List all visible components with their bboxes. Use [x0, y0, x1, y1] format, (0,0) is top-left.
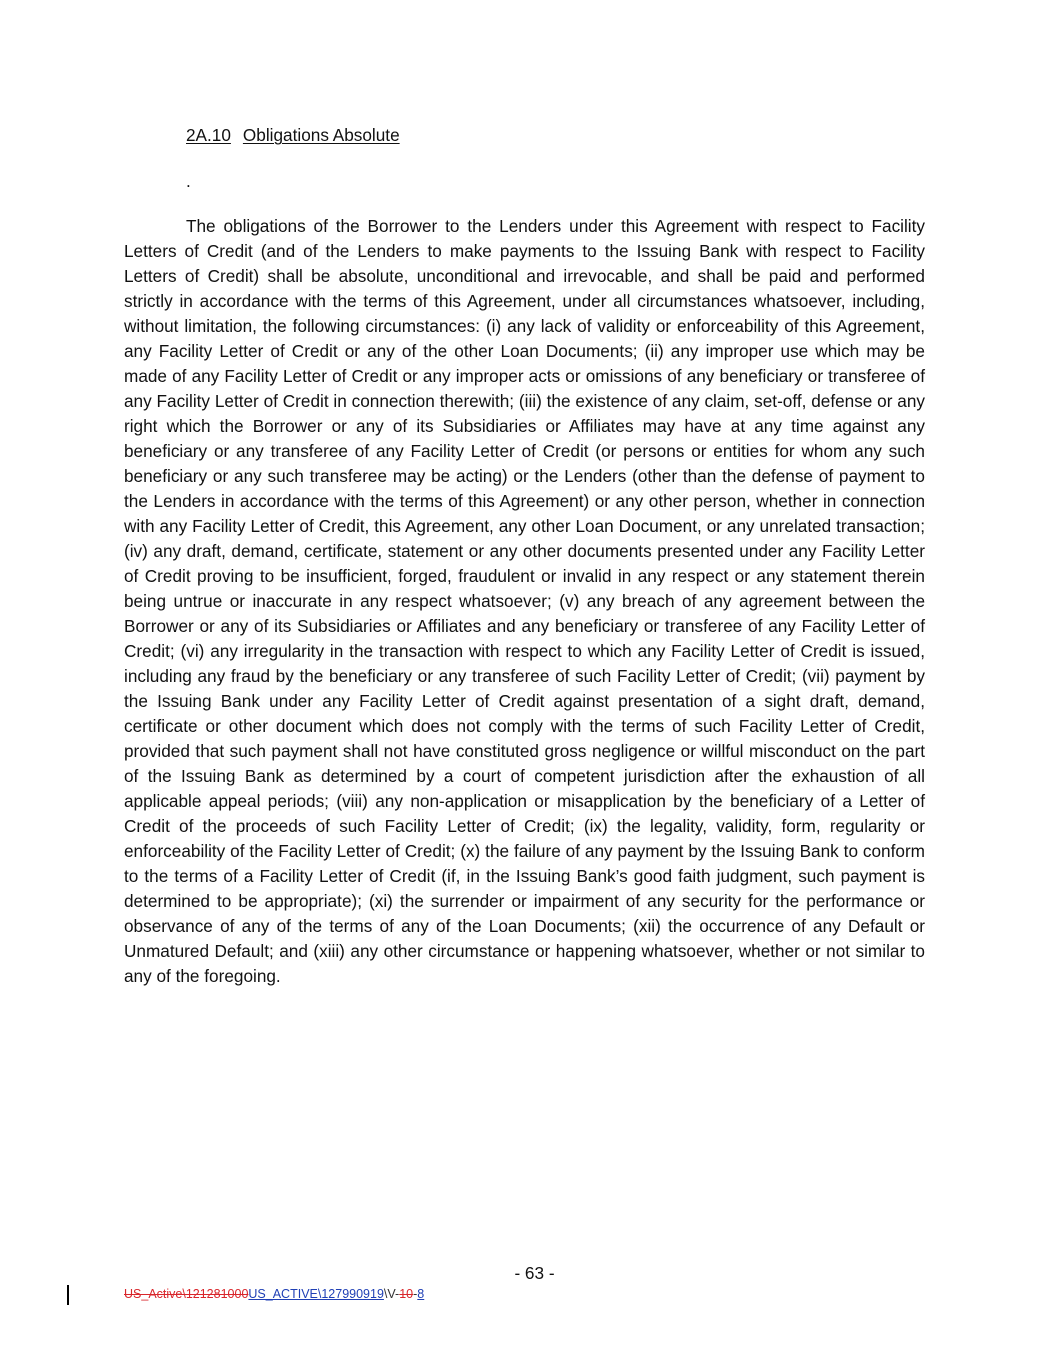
section-title: Obligations Absolute — [242, 125, 400, 145]
footer-document-reference: US_Active\121281000US_ACTIVE\127990919\V-10-8 — [124, 1287, 425, 1301]
section-number: 2A.10 — [186, 125, 231, 145]
deleted-version-number: 10 — [399, 1287, 414, 1301]
page-number: - 63 - — [514, 1263, 555, 1283]
stray-period: . — [186, 171, 191, 191]
version-prefix: \V- — [383, 1287, 400, 1301]
body-paragraph: The obligations of the Borrower to the Lenders under this Agreement with respect to Facility Letters of Credit (and of the Lenders to make payments to the Issuing Bank with respect to Facility Letters of Credit) shall be absolute, unconditional and irrevocable, and shall be paid and performed strictly in accordance with the terms of this Agreement, under all circumstances whatsoever, including, without limitation, the following circumstances: (i) any lack of validity or enforceability of this Agreement, any Facility Letter of Credit or any of the other Loan Documents; (ii) any improper use which may be made of any Facility Letter of Credit or any improper acts or omissions of any beneficiary or transferee of any Facility Letter of Credit in connection therewith; (iii) the existence of any claim, set-off, defense or any right which the Borrower or any of its Subsidiaries or Affiliates may have at any time against any beneficiary or any transferee of any Facility Letter of Credit (or persons or entities for whom any such beneficiary or any such transferee may be acting) or the Lenders (other than the defense of payment to the Lenders in accordance with the terms of this Agreement) or any other person, whether in connection with any Facility Letter of Credit, this Agreement, any other Loan Document, or any unrelated transaction; (iv) any draft, demand, certificate, statement or any other documents presented under any Facility Letter of Credit proving to be insufficient, forged, fraudulent or invalid in any respect or any statement therein being untrue or inaccurate in any respect whatsoever; (v) any breach of any agreement between the Borrower or any of its Subsidiaries or Affiliates and any beneficiary or transferee of any Facility Letter of Credit; (vi) any irregularity in the transaction with respect to which any Facility Letter of Credit is issued, including any fraud by the beneficiary or any transferee of such Facility Letter of Credit; (vii) payment by the Issuing Bank under any Facility Letter of Credit against presentation of a sight draft, demand, certificate or other document which does not comply with the terms of such Facility Letter of Credit, provided that such payment shall not have constituted gross negligence or willful misconduct on the part of the Issuing Bank as determined by a court of competent jurisdiction after the exhaustion of all applicable appeal periods; (viii) any non-application or misapplication by the beneficiary of a Letter of Credit of the proceeds of such Facility Letter of Credit; (ix) the legality, validity, form, regularity or enforceability of the Facility Letter of Credit; (x) the failure of any payment by the Issuing Bank to conform to the terms of a Facility Letter of Credit (if, in the Issuing Bank’s good faith judgment, such payment is determined to be appropriate); (xi) the surrender or impairment of any security for the performance or observance of any of the terms of any of the Loan Documents; (xii) the occurrence of any Default or Unmatured Default; and (xiii) any other circumstance or happening whatsoever, whether or not similar to any of the foregoing. — [124, 216, 925, 986]
inserted-version-number: 8 — [417, 1287, 425, 1301]
revision-change-bar — [67, 1285, 69, 1305]
inserted-document-id: US_ACTIVE\127990919 — [248, 1287, 384, 1301]
section-heading — [186, 124, 400, 146]
deleted-document-id: US_Active\121281000 — [124, 1287, 249, 1301]
